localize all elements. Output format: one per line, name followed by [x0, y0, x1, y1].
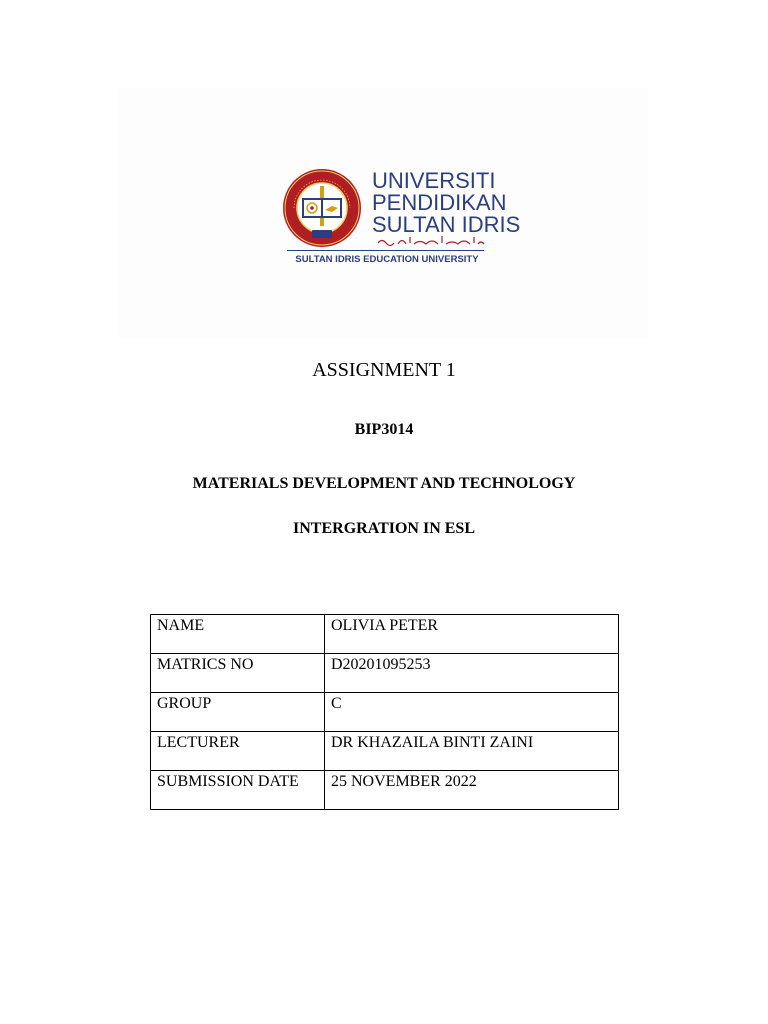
row-label: MATRICS NO	[151, 654, 325, 693]
student-info-table	[150, 614, 619, 810]
course-name-line-2: INTERGRATION IN ESL	[293, 520, 475, 537]
row-value: 25 NOVEMBER 2022	[325, 771, 619, 810]
university-seal-icon	[282, 168, 362, 248]
course-code: BIP3014	[354, 421, 414, 438]
university-logo	[282, 166, 521, 270]
jawi-script-icon	[376, 234, 486, 248]
row-value: OLIVIA PETER	[325, 615, 619, 654]
logo-divider	[287, 250, 484, 251]
course-name-line-1: MATERIALS DEVELOPMENT AND TECHNOLOGY	[192, 475, 576, 492]
row-value: DR KHAZAILA BINTI ZAINI	[325, 732, 619, 771]
row-label: LECTURER	[151, 732, 325, 771]
row-label: GROUP	[151, 693, 325, 732]
row-label: NAME	[151, 615, 325, 654]
table-row	[151, 732, 619, 771]
wordmark-line-1: UNIVERSITI	[372, 168, 496, 193]
university-wordmark	[372, 170, 520, 236]
assignment-title: ASSIGNMENT 1	[312, 359, 456, 381]
row-value: C	[325, 693, 619, 732]
row-value: D20201095253	[325, 654, 619, 693]
table-row	[151, 693, 619, 732]
wordmark-line-3: SULTAN IDRIS	[372, 212, 521, 237]
row-label: SUBMISSION DATE	[151, 771, 325, 810]
wordmark-line-2: PENDIDIKAN	[372, 190, 507, 215]
logo-subtitle: SULTAN IDRIS EDUCATION UNIVERSITY	[295, 254, 479, 265]
table-row	[151, 654, 619, 693]
table-row	[151, 771, 619, 810]
table-row	[151, 615, 619, 654]
